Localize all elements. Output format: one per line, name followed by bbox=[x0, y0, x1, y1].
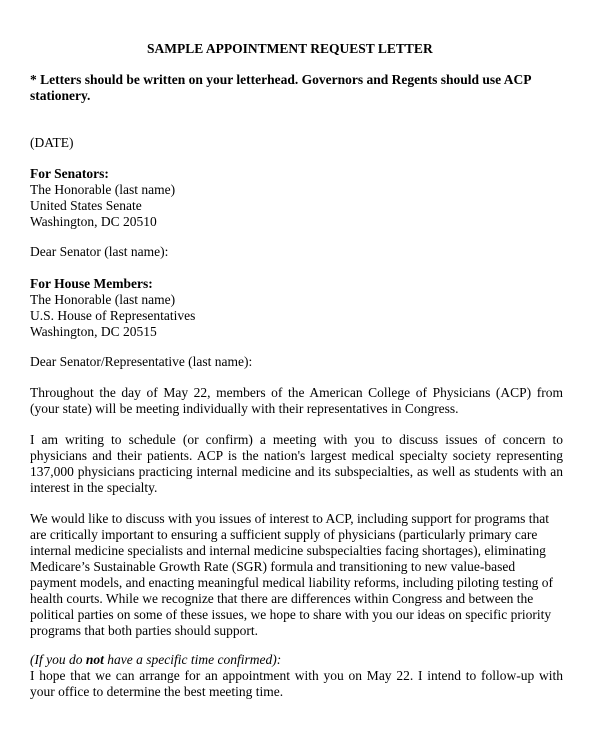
conditional-note-post: have a specific time confirmed): bbox=[103, 652, 282, 667]
paragraph-issues-line: We would like to discuss with you issues of interest to ACP, including support for programs that bbox=[30, 511, 549, 526]
paragraph-issues-line: payment models, and enacting meaningful medical liability reforms, including piloting testing of bbox=[30, 575, 554, 590]
paragraph-issues-line: programs that both parties should support. bbox=[30, 623, 258, 638]
senators-address-line: Washington, DC 20510 bbox=[30, 214, 157, 229]
senators-address-line: The Honorable (last name) bbox=[30, 182, 176, 197]
date-placeholder: (DATE) bbox=[30, 135, 74, 150]
letter-title: SAMPLE APPOINTMENT REQUEST LETTER bbox=[147, 41, 433, 56]
house-heading: For House Members: bbox=[30, 276, 153, 291]
paragraph-issues bbox=[30, 511, 563, 639]
paragraph-issues-line: Medicare’s Sustainable Growth Rate (SGR) formula and transitioning to new value-based bbox=[30, 559, 516, 574]
salutation-senator-representative: Dear Senator/Representative (last name): bbox=[30, 354, 253, 369]
paragraph-issues-line: political parties on some of these issues, we hope to share with you our ideas on specific priority bbox=[30, 607, 552, 622]
conditional-note bbox=[30, 652, 563, 668]
senators-heading: For Senators: bbox=[30, 166, 109, 181]
paragraph-issues-line: health courts. While we recognize that there are differences within Congress and between the bbox=[30, 591, 534, 606]
conditional-note-emphasis: not bbox=[85, 652, 104, 667]
letterhead-note: * Letters should be written on your letterhead. Governors and Regents should use ACP stationery. bbox=[30, 72, 531, 103]
senators-address-line: United States Senate bbox=[30, 198, 142, 213]
salutation-senator: Dear Senator (last name): bbox=[30, 244, 169, 259]
paragraph-schedule-request: I am writing to schedule (or confirm) a meeting with you to discuss issues of concern to physicians and their patients. ACP is the nation's largest medical specialty society representing 137,000 physicians practicing internal medicine and its subspecialties, as well as students with an interest in the specialty. bbox=[30, 432, 563, 495]
paragraph-issues-line: internal medicine specialists and internal medicine subspecialties facing shortages), eliminating bbox=[30, 543, 546, 558]
senators-address-block bbox=[30, 166, 563, 230]
paragraph-issues-line: are critically important to ensuring a sufficient supply of physicians (particularly primary care bbox=[30, 527, 538, 542]
house-address-line: U.S. House of Representatives bbox=[30, 308, 196, 323]
paragraph-meeting-day: Throughout the day of May 22, members of the American College of Physicians (ACP) from (your state) will be meeting individually with their representatives in Congress. bbox=[30, 385, 563, 416]
paragraph-follow-up: I hope that we can arrange for an appointment with you on May 22. I intend to follow-up with your office to determine the best meeting time. bbox=[30, 668, 563, 699]
house-address-block bbox=[30, 276, 563, 340]
conditional-note-pre: (If you do bbox=[30, 652, 86, 667]
house-address-line: The Honorable (last name) bbox=[30, 292, 176, 307]
house-address-line: Washington, DC 20515 bbox=[30, 324, 157, 339]
